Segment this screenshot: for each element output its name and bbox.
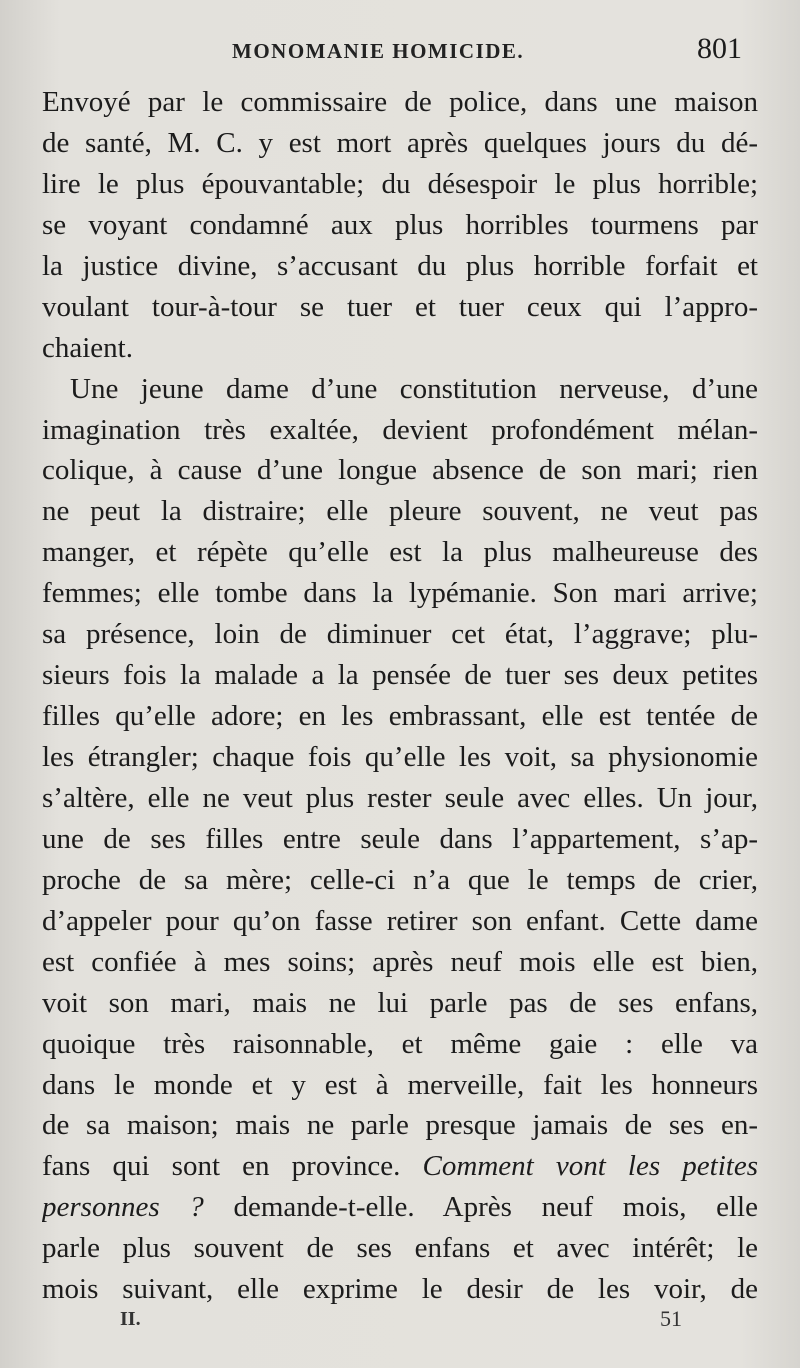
text-line: filles qu’elle adore; en les embrassant, elle est tentée de bbox=[42, 700, 758, 733]
text-line: colique, à cause d’une longue absence de son mari; rien bbox=[42, 454, 758, 487]
page-number: 801 bbox=[697, 32, 742, 65]
text-line: de santé, M. C. y est mort après quelques jours du dé- bbox=[42, 126, 758, 159]
italic-quote: personnes ? bbox=[42, 1191, 204, 1224]
page-footer bbox=[0, 1302, 800, 1342]
signature-mark-volume: II. bbox=[120, 1308, 141, 1330]
text-line: quoique très raisonnable, et même gaie : elle va bbox=[42, 1027, 758, 1060]
text-line: une de ses filles entre seule dans l’appartement, s’ap- bbox=[42, 822, 758, 855]
text-line: les étrangler; chaque fois qu’elle les voit, sa physionomie bbox=[42, 741, 758, 773]
page-header bbox=[0, 30, 800, 74]
text-span: demande-t-elle. Après neuf mois, elle bbox=[233, 1191, 758, 1224]
text-line: d’appeler pour qu’on fasse retirer son enfant. Cette dame bbox=[42, 904, 758, 937]
text-line: chaient. bbox=[42, 331, 133, 364]
body-text bbox=[42, 82, 758, 1310]
text-line-with-italic bbox=[42, 1187, 758, 1228]
text-line: femmes; elle tombe dans la lypémanie. Son mari arrive; bbox=[42, 577, 758, 610]
text-line: s’altère, elle ne veut plus rester seule avec elles. Un jour, bbox=[42, 781, 758, 814]
text-line: imagination très exaltée, devient profondément mélan- bbox=[42, 413, 758, 446]
text-span: fans qui sont en province. bbox=[42, 1150, 401, 1183]
text-line: Envoyé par le commissaire de police, dans une maison bbox=[42, 86, 758, 118]
signature-mark-gathering: 51 bbox=[660, 1306, 682, 1331]
text-line: dans le monde et y est à merveille, fait les honneurs bbox=[42, 1068, 758, 1101]
text-line: ne peut la distraire; elle pleure souvent, ne veut pas bbox=[42, 495, 758, 528]
text-line: sieurs fois la malade a la pensée de tuer ses deux petites bbox=[42, 659, 758, 692]
text-line: proche de sa mère; celle-ci n’a que le temps de crier, bbox=[42, 863, 758, 896]
text-line: la justice divine, s’accusant du plus horrible forfait et bbox=[42, 249, 758, 282]
text-line: sa présence, loin de diminuer cet état, l’aggrave; plu- bbox=[42, 618, 758, 651]
text-line: voit son mari, mais ne lui parle pas de ses enfans, bbox=[42, 986, 758, 1019]
paragraph-start-line: Une jeune dame d’une constitution nerveuse, d’une bbox=[70, 372, 758, 405]
italic-quote: Comment vont les petites bbox=[422, 1150, 758, 1183]
text-line: manger, et répète qu’elle est la plus malheureuse des bbox=[42, 536, 758, 569]
text-line: mois suivant, elle exprime le desir de les voir, de bbox=[42, 1273, 758, 1306]
running-title: MONOMANIE HOMICIDE. bbox=[232, 39, 525, 63]
text-line: parle plus souvent de ses enfans et avec intérêt; le bbox=[42, 1232, 758, 1265]
text-line: lire le plus épouvantable; du désespoir le plus horrible; bbox=[42, 167, 758, 200]
text-line: est confiée à mes soins; après neuf mois elle est bien, bbox=[42, 945, 758, 978]
text-line: de sa maison; mais ne parle presque jamais de ses en- bbox=[42, 1109, 758, 1142]
text-line: se voyant condamné aux plus horribles tourmens par bbox=[42, 208, 758, 241]
text-line-with-italic bbox=[42, 1146, 758, 1187]
text-line: voulant tour-à-tour se tuer et tuer ceux qui l’appro- bbox=[42, 290, 758, 323]
